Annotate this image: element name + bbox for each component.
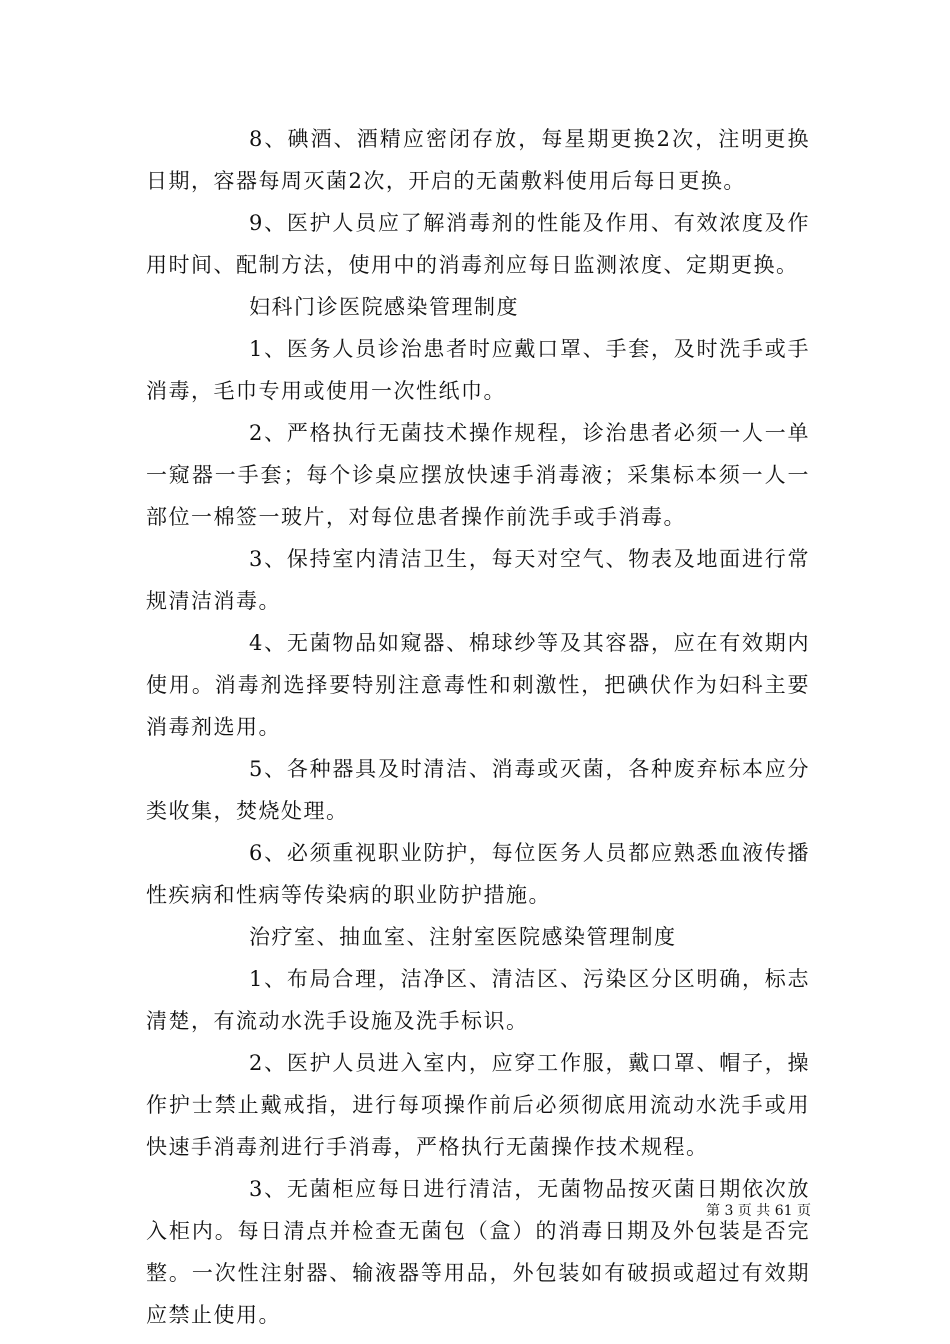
page-number-footer: 第 3 页 共 61 页	[706, 1203, 811, 1219]
paragraph: 9、医护人员应了解消毒剂的性能及作用、有效浓度及作用时间、配制方法，使用中的消毒剂应每日监测浓度、定期更换。	[146, 211, 810, 277]
paragraph: 8、碘酒、酒精应密闭存放，每星期更换2次，注明更换日期，容器每周灭菌2次，开启的无菌敷料使用后每日更换。	[146, 127, 810, 193]
paragraph: 3、无菌柜应每日进行清洁，无菌物品按灭菌日期依次放入柜内。每日清点并检查无菌包（盒）的消毒日期及外包装是否完整。一次性注射器、输液器等用品，外包装如有破损或超过有效期应禁止使用。	[146, 1177, 810, 1327]
paragraph: 2、严格执行无菌技术操作规程，诊治患者必须一人一单一窥器一手套；每个诊桌应摆放快速手消毒液；采集标本须一人一部位一棉签一玻片，对每位患者操作前洗手或手消毒。	[146, 421, 810, 529]
paragraph: 1、布局合理，洁净区、清洁区、污染区分区明确，标志清楚，有流动水洗手设施及洗手标识。	[146, 967, 810, 1033]
section-heading: 妇科门诊医院感染管理制度	[249, 295, 519, 319]
paragraph: 6、必须重视职业防护，每位医务人员都应熟悉血液传播性疾病和性病等传染病的职业防护措施。	[146, 841, 810, 907]
document-body	[146, 118, 810, 1336]
paragraph: 4、无菌物品如窥器、棉球纱等及其容器，应在有效期内使用。消毒剂选择要特别注意毒性和刺激性，把碘伏作为妇科主要消毒剂选用。	[146, 631, 810, 739]
paragraph: 5、各种器具及时清洁、消毒或灭菌，各种废弃标本应分类收集，焚烧处理。	[146, 757, 810, 823]
paragraph: 1、医务人员诊治患者时应戴口罩、手套，及时洗手或手消毒，毛巾专用或使用一次性纸巾。	[146, 337, 810, 403]
paragraph: 2、医护人员进入室内，应穿工作服，戴口罩、帽子，操作护士禁止戴戒指，进行每项操作前后必须彻底用流动水洗手或用快速手消毒剂进行手消毒，严格执行无菌操作技术规程。	[146, 1051, 810, 1159]
paragraph: 3、保持室内清洁卫生，每天对空气、物表及地面进行常规清洁消毒。	[146, 547, 810, 613]
section-heading: 治疗室、抽血室、注射室医院感染管理制度	[249, 925, 677, 949]
